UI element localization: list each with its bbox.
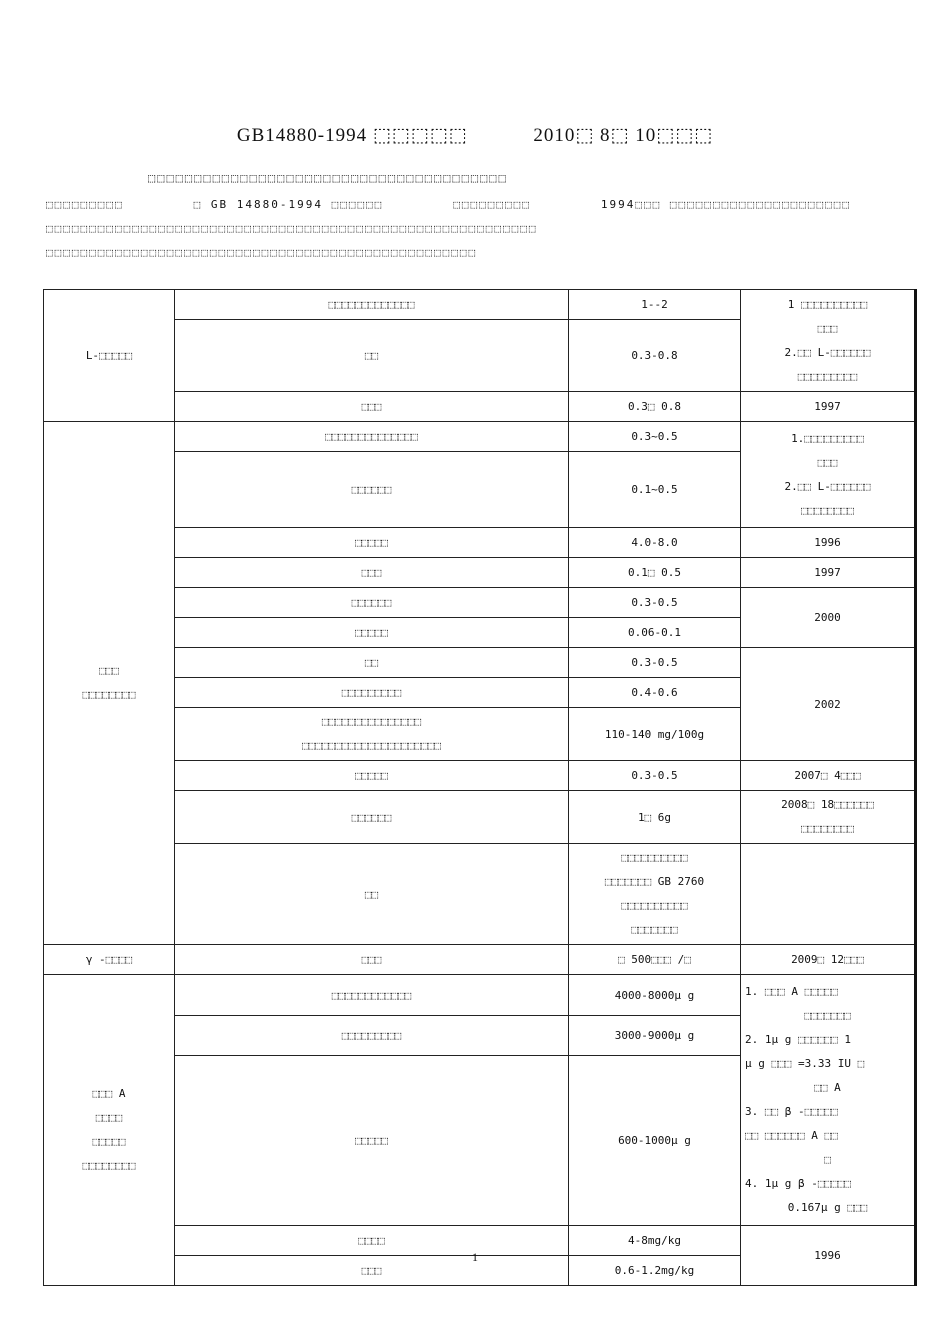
fortifier-table [43, 289, 917, 1286]
intro-line-4: ⬚⬚⬚⬚⬚⬚⬚⬚⬚⬚⬚⬚⬚⬚⬚⬚⬚⬚⬚⬚⬚⬚⬚⬚⬚⬚⬚⬚⬚⬚⬚⬚⬚⬚⬚⬚⬚⬚⬚⬚⬚⬚⬚⬚⬚⬚⬚⬚⬚⬚ [46, 246, 478, 259]
usage-amount: 1⬚ 6g [569, 791, 741, 844]
title-main: GB14880-1994 ⬚⬚⬚⬚⬚ [236, 125, 468, 146]
food-category: ⬚⬚ [175, 844, 569, 945]
table-row [44, 945, 916, 975]
table-row [44, 588, 916, 618]
food-category: ⬚⬚⬚⬚⬚⬚⬚⬚⬚⬚⬚⬚⬚⬚ [175, 422, 569, 452]
remark: 1996 [741, 1226, 916, 1286]
usage-amount: 0.3~0.5 [569, 422, 741, 452]
food-category [175, 708, 569, 761]
remark: 2009⬚ 12⬚⬚⬚ [741, 945, 916, 975]
remark: 1997 [741, 558, 916, 588]
usage-amount: 4-8mg/kg [569, 1226, 741, 1256]
remark-line: 1 ⬚⬚⬚⬚⬚⬚⬚⬚⬚⬚ [787, 297, 868, 311]
intro-line-2b: ⬚ GB 14880-1994 ⬚⬚⬚⬚⬚⬚ [193, 198, 384, 211]
usage-amount: 4.0-8.0 [569, 528, 741, 558]
food-category: ⬚⬚⬚⬚⬚ [175, 761, 569, 791]
page-title [0, 124, 950, 147]
food-category: ⬚⬚⬚ [175, 945, 569, 975]
food-category: ⬚⬚⬚⬚ [175, 1226, 569, 1256]
food-category: ⬚⬚⬚⬚⬚⬚ [175, 588, 569, 618]
table-row [44, 975, 916, 1016]
usage-amount: 0.06-0.1 [569, 618, 741, 648]
nutrient-name [44, 975, 175, 1286]
table-row [44, 844, 916, 945]
usage-amount: 1--2 [569, 290, 741, 320]
remark [741, 422, 916, 528]
page-number: 1 [472, 1250, 478, 1264]
usage-amount: 0.3-0.5 [569, 761, 741, 791]
remark-line: ⬚⬚ A [814, 1081, 841, 1094]
remark-line: ⬚⬚⬚⬚⬚⬚⬚⬚ [801, 822, 854, 835]
table-row [44, 791, 916, 844]
remark-line: 1.⬚⬚⬚⬚⬚⬚⬚⬚⬚ [791, 431, 864, 445]
nutrient-name: L-⬚⬚⬚⬚⬚ [44, 290, 175, 422]
usage-amount: 0.4-0.6 [569, 678, 741, 708]
remark-line: 0.167μ g ⬚⬚⬚ [787, 1201, 868, 1214]
usage-amount: 3000-9000μ g [569, 1016, 741, 1056]
usage-amount: 0.3-0.5 [569, 588, 741, 618]
food-category: ⬚⬚⬚⬚⬚⬚⬚⬚⬚ [175, 1016, 569, 1056]
intro-line-3: ⬚⬚⬚⬚⬚⬚⬚⬚⬚⬚⬚⬚⬚⬚⬚⬚⬚⬚⬚⬚⬚⬚⬚⬚⬚⬚⬚⬚⬚⬚⬚⬚⬚⬚⬚⬚⬚⬚⬚⬚⬚⬚⬚⬚⬚⬚⬚⬚⬚⬚⬚⬚⬚⬚⬚⬚⬚ [46, 222, 538, 235]
remark-line: ⬚⬚⬚ [817, 455, 838, 469]
remark-line: ⬚⬚⬚⬚⬚⬚⬚ [804, 1009, 851, 1022]
remark [741, 844, 916, 945]
usage-amount-line: ⬚⬚⬚⬚⬚⬚⬚⬚⬚⬚ [621, 851, 688, 864]
usage-amount: 0.3⬚ 0.8 [569, 392, 741, 422]
food-category: ⬚⬚⬚⬚⬚⬚⬚⬚⬚ [175, 678, 569, 708]
remark [741, 791, 916, 844]
remark-line: 2.⬚⬚ L-⬚⬚⬚⬚⬚⬚ [784, 345, 871, 359]
nutrient-name-line: ⬚⬚⬚⬚⬚ [92, 1135, 126, 1148]
food-category: ⬚⬚⬚ [175, 392, 569, 422]
table-row [44, 558, 916, 588]
food-category: ⬚⬚⬚⬚⬚⬚⬚⬚⬚⬚⬚⬚⬚ [175, 290, 569, 320]
table-row [44, 422, 916, 452]
usage-amount [569, 844, 741, 945]
food-category-line: ⬚⬚⬚⬚⬚⬚⬚⬚⬚⬚⬚⬚⬚⬚⬚ [321, 715, 422, 728]
remark: 2000 [741, 588, 916, 648]
intro-line-2 [46, 198, 916, 211]
intro-line-2c: ⬚⬚⬚⬚⬚⬚⬚⬚⬚ [453, 198, 531, 211]
remark [741, 290, 916, 392]
remark-line: 2008⬚ 18⬚⬚⬚⬚⬚⬚ [781, 798, 874, 811]
remark-line: 3. ⬚⬚ β -⬚⬚⬚⬚⬚ [745, 1105, 838, 1118]
table-row [44, 392, 916, 422]
remark [741, 975, 916, 1226]
food-category: ⬚⬚⬚⬚⬚ [175, 528, 569, 558]
food-category: ⬚⬚⬚⬚⬚⬚ [175, 791, 569, 844]
remark-line: 2. 1μ g ⬚⬚⬚⬚⬚⬚ 1 [745, 1033, 851, 1046]
remark-line: ⬚⬚⬚ [817, 321, 838, 335]
remark-line: ⬚ [824, 1153, 831, 1166]
remark-line: μ g ⬚⬚⬚ =3.33 IU ⬚ [745, 1057, 865, 1070]
food-category: ⬚⬚⬚⬚⬚ [175, 618, 569, 648]
table-row [44, 290, 916, 320]
remark: 2002 [741, 648, 916, 761]
food-category-line: ⬚⬚⬚⬚⬚⬚⬚⬚⬚⬚⬚⬚⬚⬚⬚⬚⬚⬚⬚⬚⬚ [301, 739, 442, 752]
nutrient-name [44, 422, 175, 945]
food-category: ⬚⬚⬚ [175, 558, 569, 588]
usage-amount: 110-140 mg/100g [569, 708, 741, 761]
nutrient-name-line: ⬚⬚⬚⬚ [95, 1111, 123, 1124]
intro-line-2d: 1994⬚⬚⬚ ⬚⬚⬚⬚⬚⬚⬚⬚⬚⬚⬚⬚⬚⬚⬚⬚⬚⬚⬚⬚⬚ [600, 198, 851, 211]
remark-line: ⬚⬚⬚⬚⬚⬚⬚⬚⬚ [797, 369, 858, 383]
nutrient-name-line: ⬚⬚⬚⬚⬚⬚⬚⬚ [82, 1159, 136, 1172]
usage-amount: 0.1~0.5 [569, 452, 741, 528]
usage-amount: 600-1000μ g [569, 1056, 741, 1226]
remark-line: 1. ⬚⬚⬚ A ⬚⬚⬚⬚⬚ [745, 985, 838, 998]
remark-line: 2.⬚⬚ L-⬚⬚⬚⬚⬚⬚ [784, 479, 871, 493]
remark-line: 4. 1μ g β -⬚⬚⬚⬚⬚ [745, 1177, 851, 1190]
usage-amount-line: ⬚⬚⬚⬚⬚⬚⬚ GB 2760 [604, 875, 705, 888]
usage-amount: 0.3-0.5 [569, 648, 741, 678]
table-row [44, 528, 916, 558]
food-category: ⬚⬚ [175, 648, 569, 678]
remark: 1997 [741, 392, 916, 422]
usage-amount-line: ⬚⬚⬚⬚⬚⬚⬚ [631, 923, 678, 936]
food-category: ⬚⬚⬚⬚⬚⬚⬚⬚⬚⬚⬚⬚ [175, 975, 569, 1016]
nutrient-name-line: ⬚⬚⬚⬚⬚⬚⬚⬚ [82, 688, 136, 701]
food-category: ⬚⬚⬚ [175, 1256, 569, 1286]
food-category: ⬚⬚ [175, 320, 569, 392]
usage-amount-line: ⬚⬚⬚⬚⬚⬚⬚⬚⬚⬚ [621, 899, 688, 912]
usage-amount: 0.6-1.2mg/kg [569, 1256, 741, 1286]
intro-line-2a: ⬚⬚⬚⬚⬚⬚⬚⬚⬚ [46, 198, 124, 211]
intro-line-1: ⬚⬚⬚⬚⬚⬚⬚⬚⬚⬚⬚⬚⬚⬚⬚⬚⬚⬚⬚⬚⬚⬚⬚⬚⬚⬚⬚⬚⬚⬚⬚⬚⬚⬚⬚⬚⬚⬚⬚ [148, 171, 508, 185]
usage-amount: 0.3-0.8 [569, 320, 741, 392]
remark-line: ⬚⬚ ⬚⬚⬚⬚⬚⬚ A ⬚⬚ [745, 1129, 838, 1142]
food-category: ⬚⬚⬚⬚⬚ [175, 1056, 569, 1226]
food-category: ⬚⬚⬚⬚⬚⬚ [175, 452, 569, 528]
nutrient-name-line: ⬚⬚⬚ A [92, 1087, 126, 1100]
nutrient-name: γ -⬚⬚⬚⬚ [44, 945, 175, 975]
nutrient-name-line: ⬚⬚⬚ [99, 664, 119, 677]
table-row [44, 761, 916, 791]
remark: 1996 [741, 528, 916, 558]
remark-line: ⬚⬚⬚⬚⬚⬚⬚⬚ [801, 503, 854, 517]
table-row [44, 648, 916, 678]
usage-amount: 4000-8000μ g [569, 975, 741, 1016]
remark: 2007⬚ 4⬚⬚⬚ [741, 761, 916, 791]
usage-amount: 0.1⬚ 0.5 [569, 558, 741, 588]
usage-amount: ⬚ 500⬚⬚⬚ /⬚ [569, 945, 741, 975]
title-date: 2010⬚ 8⬚ 10⬚⬚⬚ [533, 125, 714, 146]
